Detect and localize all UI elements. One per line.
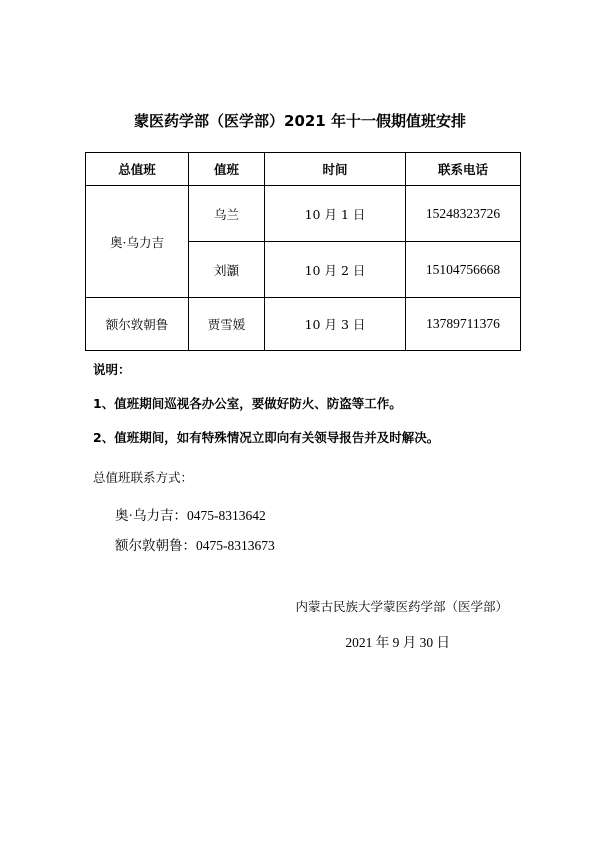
date-cell: 10 月 3 日 xyxy=(265,298,406,351)
contacts-section xyxy=(93,468,275,564)
header-duty: 值班 xyxy=(189,153,265,186)
duty-cell: 刘灝 xyxy=(189,242,265,298)
chief-cell: 奥·乌力吉 xyxy=(86,186,189,298)
contact-item: 奥·乌力吉：0475-8313642 xyxy=(115,508,266,523)
header-phone: 联系电话 xyxy=(406,153,521,186)
phone-cell: 15248323726 xyxy=(406,186,521,242)
notes-heading: 说明： xyxy=(93,362,131,377)
notes-section xyxy=(93,362,439,464)
phone-cell: 13789711376 xyxy=(406,298,521,351)
duty-table xyxy=(85,152,521,351)
table-row xyxy=(86,186,521,242)
date-cell: 10 月 2 日 xyxy=(265,242,406,298)
header-chief: 总值班 xyxy=(86,153,189,186)
document-title: 蒙医药学部（医学部）2021 年十一假期值班安排 xyxy=(134,112,466,130)
duty-cell: 贾雪媛 xyxy=(189,298,265,351)
chief-cell: 额尔敦朝鲁 xyxy=(86,298,189,351)
duty-cell: 乌兰 xyxy=(189,186,265,242)
contact-item: 额尔敦朝鲁：0475-8313673 xyxy=(115,538,275,553)
table-row xyxy=(86,298,521,351)
signature-org: 内蒙古民族大学蒙医药学部（医学部） xyxy=(295,599,508,614)
note-item: 2、值班期间，如有特殊情况立即向有关领导报告并及时解决。 xyxy=(93,430,440,445)
phone-cell: 15104756668 xyxy=(406,242,521,298)
signature-date: 2021 年 9 月 30 日 xyxy=(345,635,450,650)
table-header-row xyxy=(86,153,521,186)
header-time: 时间 xyxy=(265,153,406,186)
signature-block xyxy=(295,597,508,651)
date-cell: 10 月 1 日 xyxy=(265,186,406,242)
note-item: 1、值班期间巡视各办公室，要做好防火、防盗等工作。 xyxy=(93,396,402,411)
contacts-heading: 总值班联系方式： xyxy=(93,470,194,485)
